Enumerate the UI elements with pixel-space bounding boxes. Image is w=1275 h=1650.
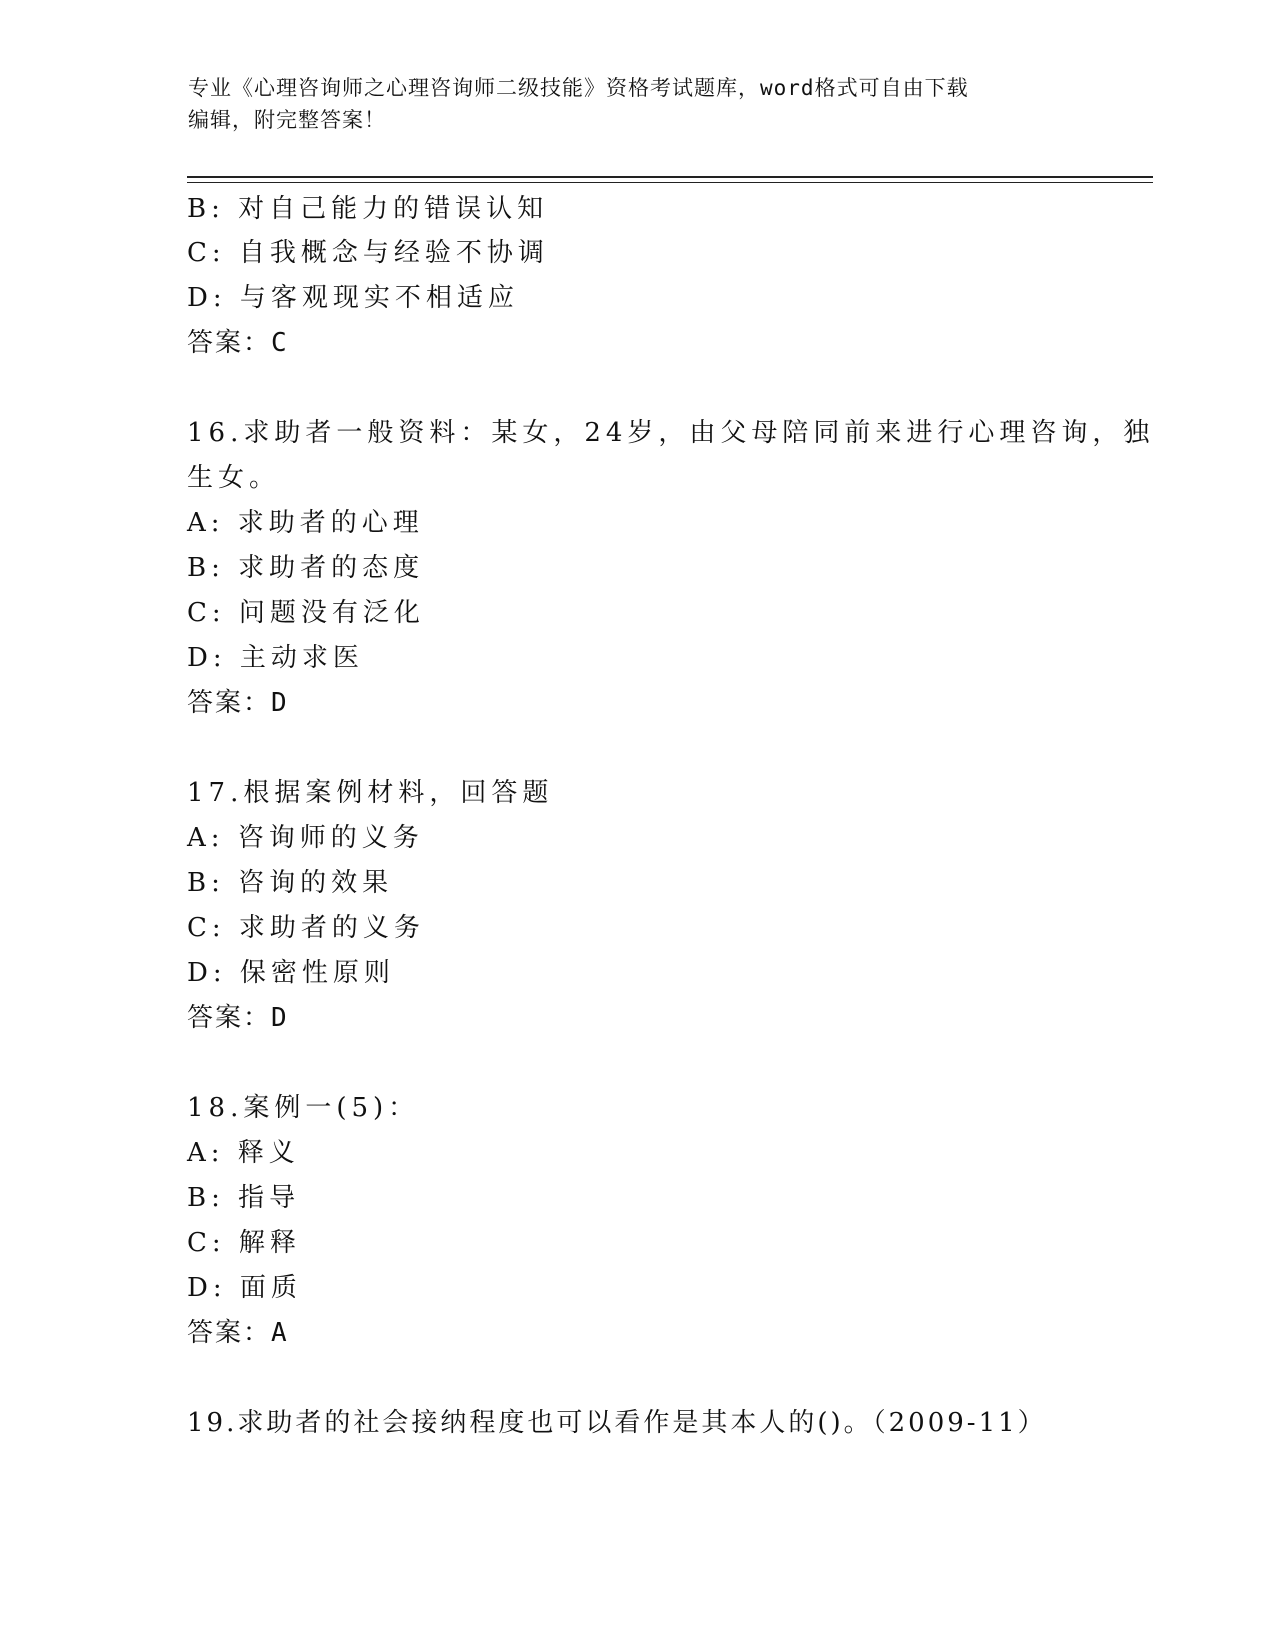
q16-option-d: D: 主动求医 [187, 643, 364, 673]
answer-label: 答案： [187, 1318, 272, 1348]
q18-option-d: D: 面质 [187, 1273, 302, 1303]
answer-label: 答案： [187, 688, 272, 718]
q18-stem: 18.案例一(5)： [187, 1093, 420, 1123]
q17-option-a: A: 咨询师的义务 [187, 823, 424, 853]
q16-option-c: C: 问题没有泛化 [187, 598, 425, 628]
q17-option-c: C: 求助者的义务 [187, 913, 425, 943]
q17-stem: 17.根据案例材料，回答题 [187, 778, 554, 808]
q18-answer [187, 1316, 289, 1350]
q18-option-c: C: 解释 [187, 1228, 301, 1258]
q16-stem-line-2: 生女。 [187, 463, 281, 493]
header-line-1: 专业《心理咨询师之心理咨询师二级技能》资格考试题库，word格式可自由下载 [188, 76, 969, 100]
header-line-2: 编辑，附完整答案！ [188, 108, 386, 132]
q17-option-d: D: 保密性原则 [187, 958, 395, 988]
q17-option-b: B: 咨询的效果 [187, 868, 394, 898]
q18-option-a: A: 释义 [187, 1138, 300, 1168]
answer-value: D [271, 688, 289, 718]
answer-label: 答案： [187, 1003, 272, 1033]
q17-answer [187, 1001, 289, 1035]
q16-option-a: A: 求助者的心理 [187, 508, 424, 538]
q16-stem-line-1: 16.求助者一般资料：某女，24岁，由父母陪同前来进行心理咨询，独 [187, 418, 1155, 448]
answer-value: D [271, 1003, 289, 1033]
q19-stem: 19.求助者的社会接纳程度也可以看作是其本人的()。（2009-11） [187, 1408, 1047, 1438]
prev-option-c: C: 自我概念与经验不协调 [187, 238, 549, 268]
answer-value: A [271, 1318, 289, 1348]
answer-value: C [271, 328, 289, 358]
prev-option-d: D: 与客观现实不相适应 [187, 283, 519, 313]
answer-label: 答案： [187, 328, 272, 358]
prev-option-b: B: 对自己能力的错误认知 [187, 194, 549, 224]
page-header [188, 72, 1088, 136]
q18-option-b: B: 指导 [187, 1183, 301, 1213]
q16-option-b: B: 求助者的态度 [187, 553, 425, 583]
prev-answer [187, 326, 289, 360]
header-rule-thick [187, 176, 1153, 178]
q16-answer [187, 686, 289, 720]
header-rule-thin [187, 182, 1153, 183]
